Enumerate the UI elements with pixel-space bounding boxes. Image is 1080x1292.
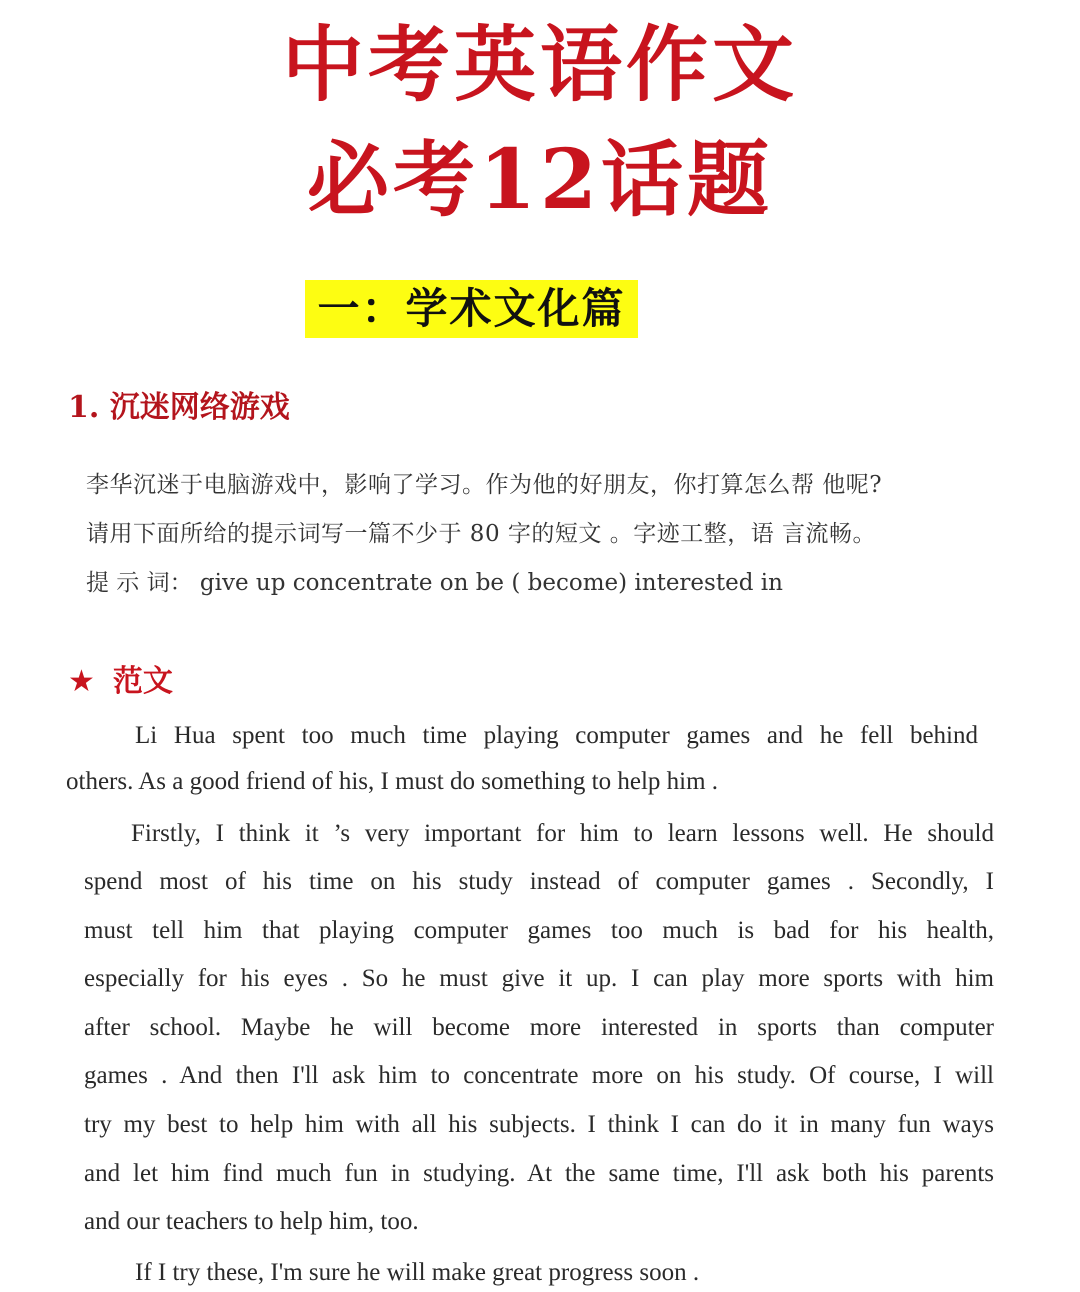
essay-line: games . And then I'll ask him to concentrate more on his study. Of course, I will <box>84 1062 994 1089</box>
star-icon: ★ <box>68 664 95 699</box>
section-banner <box>305 280 638 338</box>
page-title-line-1: 中考英语作文 <box>281 17 798 113</box>
essay-line: must tell him that playing computer games too much is bad for his health, <box>84 917 994 944</box>
prompt-line: 请用下面所给的提示词写一篇不少于 80 字的短文 。字迹工整，语 言流畅。 <box>86 521 877 547</box>
essay-line: If I try these, I'm sure he will make great progress soon . <box>135 1259 700 1286</box>
page-title-line-2: 必考12话题 <box>306 132 774 228</box>
sample-essay-label: 范文 <box>112 664 173 699</box>
essay-line: Firstly, I think it ’s very important for him to learn lessons well. He should <box>131 820 994 847</box>
essay-line: and our teachers to help him, too. <box>84 1208 419 1235</box>
topic-heading: 1. 沉迷网络游戏 <box>68 390 290 425</box>
essay-line: spend most of his time on his study instead of computer games . Secondly, I <box>84 868 994 895</box>
sample-essay-heading <box>68 660 173 704</box>
prompt-line: 李华沉迷于电脑游戏中，影响了学习。作为他的好朋友，你打算怎么帮 他呢? <box>86 472 883 498</box>
essay-line: others. As a good friend of his, I must do something to help him . <box>66 768 719 795</box>
essay-line: and let him find much fun in studying. At the same time, I'll ask both his parents <box>84 1160 994 1187</box>
essay-line: Li Hua spent too much time playing computer games and he fell behind <box>135 722 978 749</box>
essay-line: try my best to help him with all his subjects. I think I can do it in many fun ways <box>84 1111 994 1138</box>
prompt-hint-words: 提 示 词： give up concentrate on be ( become) interested in <box>86 570 783 596</box>
section-label: 一：学术文化篇 <box>317 284 626 333</box>
essay-line: after school. Maybe he will become more interested in sports than computer <box>84 1014 994 1041</box>
essay-line: especially for his eyes . So he must give it up. I can play more sports with him <box>84 965 994 992</box>
